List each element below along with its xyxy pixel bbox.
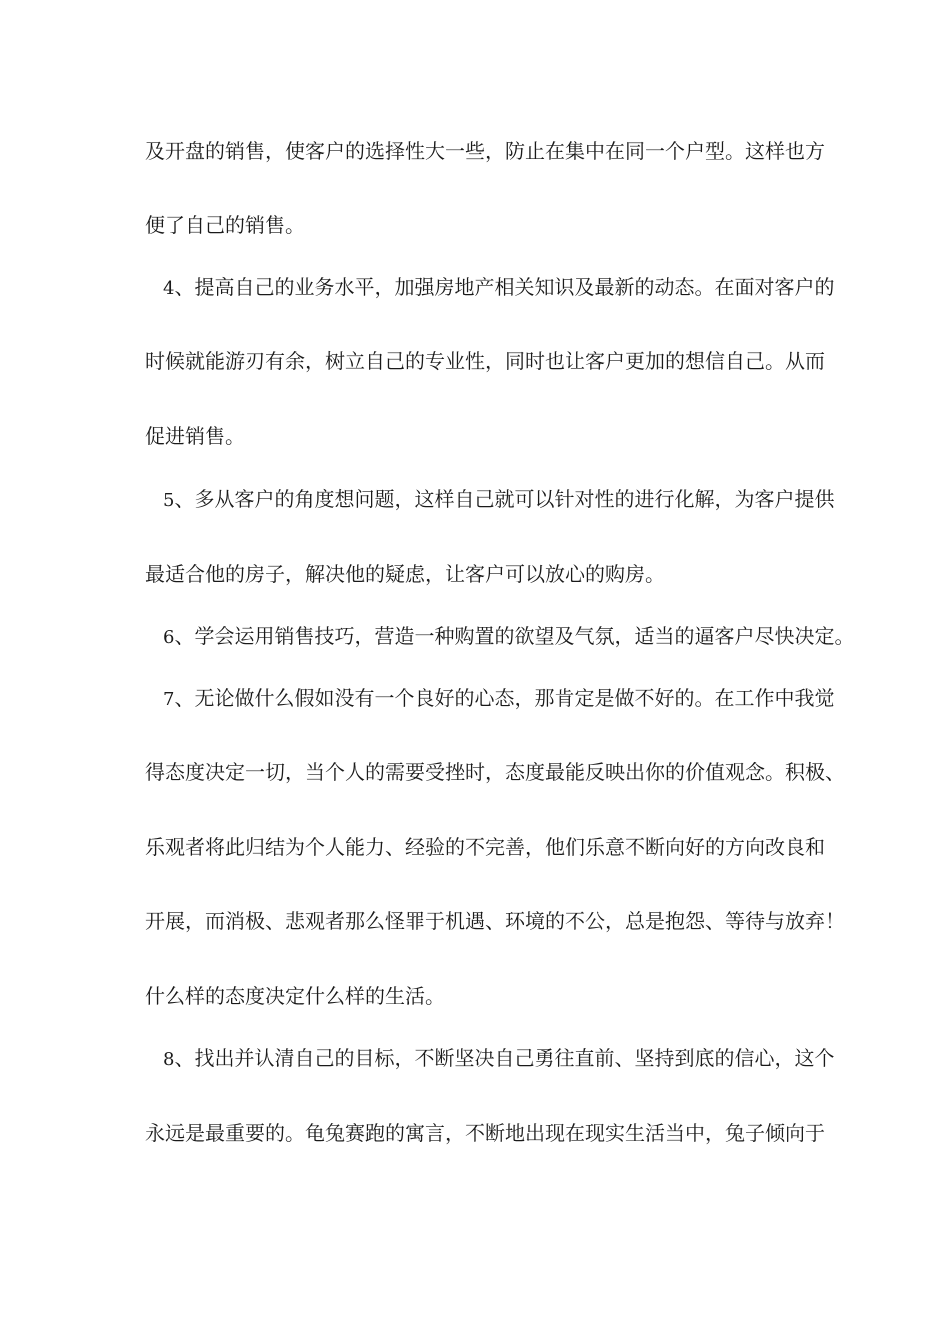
line-text: 及开盘的销售，使客户的选择性大一些，防止在集中在同一个户型。这样也方 xyxy=(145,139,825,163)
line-text: 、提高自己的业务水平，加强房地产相关知识及最新的动态。在面对客户的 xyxy=(174,275,835,299)
item-number: 6 xyxy=(163,627,175,648)
line-text: 乐观者将此归结为个人能力、经验的不完善，他们乐意不断向好的方向改良和 xyxy=(145,835,825,859)
text-line xyxy=(145,1118,835,1148)
line-text: 什么样的态度决定什么样的生活。 xyxy=(145,984,445,1008)
text-line xyxy=(145,832,835,862)
line-text: 、找出并认清自己的目标，不断坚决自己勇往直前、坚持到底的信心，这个 xyxy=(174,1046,835,1070)
item-number: 8 xyxy=(163,1049,175,1070)
item-number: 5 xyxy=(163,490,175,511)
line-text: 最适合他的房子，解决他的疑虑，让客户可以放心的购房。 xyxy=(145,562,665,586)
text-line xyxy=(145,757,845,787)
list-item-number-line xyxy=(163,484,853,514)
line-text: 便了自己的销售。 xyxy=(145,213,305,237)
list-item-number-line xyxy=(163,621,853,651)
item-number: 4 xyxy=(163,278,175,299)
line-text: 、多从客户的角度想问题，这样自己就可以针对性的进行化解，为客户提供 xyxy=(174,487,835,511)
text-line xyxy=(145,559,835,589)
line-text: 永远是最重要的。龟兔赛跑的寓言，不断地出现在现实生活当中，兔子倾向于 xyxy=(145,1121,825,1145)
text-line xyxy=(145,210,835,240)
line-text: 、学会运用销售技巧，营造一种购置的欲望及气氛，适当的逼客户尽快决定。 xyxy=(174,624,855,648)
line-text: 促进销售。 xyxy=(145,424,245,448)
line-text: 时候就能游刃有余，树立自己的专业性，同时也让客户更加的想信自己。从而 xyxy=(145,349,825,373)
item-number: 7 xyxy=(163,689,175,710)
list-item-number-line xyxy=(163,1043,853,1073)
text-line xyxy=(145,136,835,166)
line-text: 开展，而消极、悲观者那么怪罪于机遇、环境的不公，总是抱怨、等待与放弃！ xyxy=(145,909,845,933)
text-line xyxy=(145,421,835,451)
line-text: 得态度决定一切，当个人的需要受挫时，态度最能反映出你的价值观念。积极、 xyxy=(145,760,845,784)
text-line xyxy=(145,906,845,936)
list-item-number-line xyxy=(163,272,853,302)
text-line xyxy=(145,346,835,376)
line-text: 、无论做什么假如没有一个良好的心态，那肯定是做不好的。在工作中我觉 xyxy=(174,686,835,710)
list-item-number-line xyxy=(163,683,853,713)
text-line xyxy=(145,981,835,1011)
